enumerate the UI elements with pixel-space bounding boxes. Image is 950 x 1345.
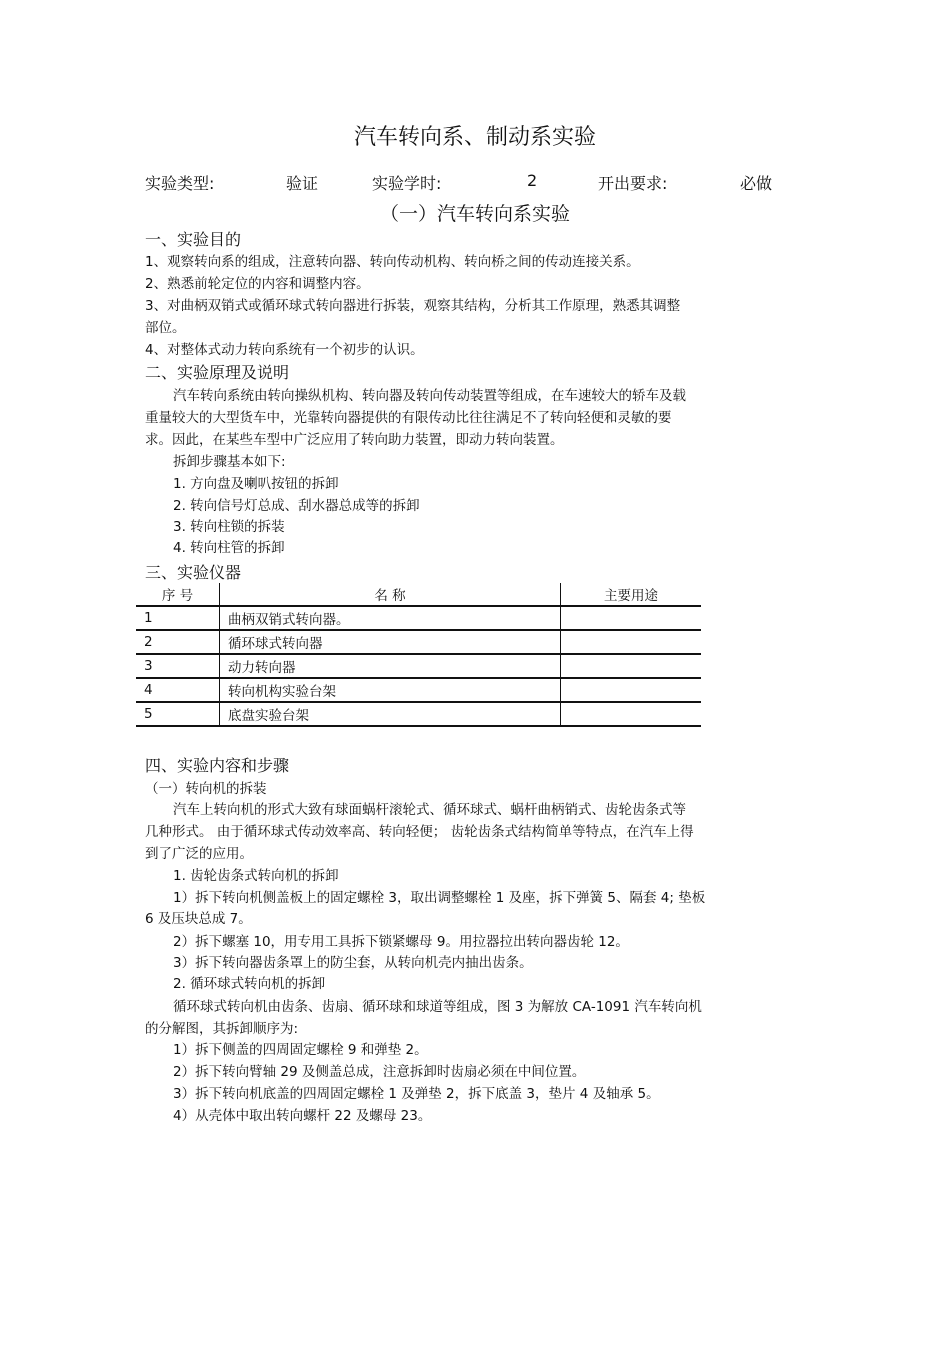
- cell-index: 2: [136, 630, 220, 654]
- cell-name: 循环球式转向器: [220, 630, 561, 654]
- purpose-item: 3、对曲柄双销式或循环球式转向器进行拆装，观察其结构，分析其工作原理，熟悉其调整: [145, 298, 681, 314]
- principle-paragraph: 汽车转向系统由转向操纵机构、转向器及转向传动装置等组成，在车速较大的轿车及载: [173, 388, 686, 404]
- cell-index: 5: [136, 702, 220, 726]
- table-row: [136, 630, 701, 654]
- cell-index: 4: [136, 678, 220, 702]
- procedure-line: 6 及压块总成 7。: [145, 911, 252, 927]
- procedure-line: 4）从壳体中取出转向螺杆 22 及螺母 23。: [173, 1108, 432, 1124]
- purpose-item: 1、观察转向系的组成，注意转向器、转向传动机构、转向桥之间的传动连接关系。: [145, 254, 640, 270]
- table-row: [136, 678, 701, 702]
- cell-name: 动力转向器: [220, 654, 561, 678]
- experiment-requirement-value: 必做: [740, 174, 773, 193]
- procedure-line: 几种形式。 由于循环球式传动效率高、转向轻便； 齿轮齿条式结构简单等特点，在汽车上得: [145, 824, 694, 840]
- procedure-subheading: （一）转向机的拆装: [145, 781, 267, 797]
- table-row: [136, 702, 701, 726]
- experiment-hours-value: 2: [527, 171, 538, 190]
- disassembly-step: 4. 转向柱管的拆卸: [173, 540, 285, 556]
- purpose-item: 2、熟悉前轮定位的内容和调整内容。: [145, 276, 370, 292]
- procedure-line: 循环球式转向机由齿条、齿扇、循环球和球道等组成，图 3 为解放 CA-1091 汽车转向机: [173, 999, 702, 1015]
- instrument-table: [136, 583, 701, 727]
- procedure-line: 到了广泛的应用。: [145, 846, 253, 862]
- column-header-purpose: 主要用途: [561, 583, 702, 606]
- cell-purpose: [561, 678, 702, 702]
- principle-paragraph: 求。因此，在某些车型中广泛应用了转向助力装置，即动力转向装置。: [145, 432, 564, 448]
- purpose-item: 4、对整体式动力转向系统有一个初步的认识。: [145, 342, 424, 358]
- procedure-line: 的分解图，其拆卸顺序为:: [145, 1021, 299, 1037]
- principle-paragraph: 拆卸步骤基本如下:: [173, 454, 286, 470]
- procedure-line: 1）拆下转向机侧盖板上的固定螺栓 3，取出调整螺栓 1 及座，拆下弹簧 5、隔套 4; 垫板: [173, 890, 706, 906]
- table-header-row: [136, 583, 701, 606]
- procedure-line: 2）拆下转向臂轴 29 及侧盖总成，注意拆卸时齿扇必须在中间位置。: [173, 1064, 586, 1080]
- section-heading-principle: 二、实验原理及说明: [145, 363, 290, 382]
- column-header-name: 名 称: [220, 583, 561, 606]
- document-title: 汽车转向系、制动系实验: [353, 125, 596, 150]
- procedure-line: 汽车上转向机的形式大致有球面蜗杆滚轮式、循环球式、蜗杆曲柄销式、齿轮齿条式等: [173, 802, 686, 818]
- disassembly-step: 1. 方向盘及喇叭按钮的拆卸: [173, 476, 339, 492]
- cell-name: 转向机构实验台架: [220, 678, 561, 702]
- procedure-line: 1）拆下侧盖的四周固定螺栓 9 和弹垫 2。: [173, 1042, 428, 1058]
- procedure-line: 3）拆下转向器齿条罩上的防尘套，从转向机壳内抽出齿条。: [173, 955, 533, 971]
- cell-purpose: [561, 630, 702, 654]
- table-row: [136, 654, 701, 678]
- experiment-type-label: 实验类型:: [145, 174, 215, 193]
- experiment-requirement-label: 开出要求:: [598, 174, 668, 193]
- procedure-line: 2）拆下螺塞 10，用专用工具拆下锁紧螺母 9。用拉器拉出转向器齿轮 12。: [173, 934, 629, 950]
- procedure-line: 3）拆下转向机底盖的四周固定螺栓 1 及弹垫 2，拆下底盖 3，垫片 4 及轴承 5。: [173, 1086, 660, 1102]
- principle-paragraph: 重量较大的大型货车中，光靠转向器提供的有限传动比往往满足不了转向轻便和灵敏的要: [145, 410, 672, 426]
- cell-purpose: [561, 654, 702, 678]
- column-header-index: 序 号: [136, 583, 220, 606]
- section-heading-instruments: 三、实验仪器: [145, 563, 242, 582]
- cell-name: 底盘实验台架: [220, 702, 561, 726]
- cell-name: 曲柄双销式转向器。: [220, 606, 561, 630]
- disassembly-step: 3. 转向柱锁的拆装: [173, 519, 285, 535]
- procedure-line: 1. 齿轮齿条式转向机的拆卸: [173, 868, 339, 884]
- experiment-hours-label: 实验学时:: [372, 174, 442, 193]
- procedure-line: 2. 循环球式转向机的拆卸: [173, 976, 326, 992]
- cell-purpose: [561, 606, 702, 630]
- cell-index: 1: [136, 606, 220, 630]
- disassembly-step: 2. 转向信号灯总成、刮水器总成等的拆卸: [173, 498, 420, 514]
- section-heading-purpose: 一、实验目的: [145, 230, 242, 249]
- section-subtitle: （一）汽车转向系实验: [379, 203, 570, 225]
- experiment-type-value: 验证: [286, 174, 319, 193]
- table-row: [136, 606, 701, 630]
- cell-purpose: [561, 702, 702, 726]
- cell-index: 3: [136, 654, 220, 678]
- section-heading-procedure: 四、实验内容和步骤: [145, 756, 290, 775]
- purpose-item: 部位。: [145, 320, 186, 336]
